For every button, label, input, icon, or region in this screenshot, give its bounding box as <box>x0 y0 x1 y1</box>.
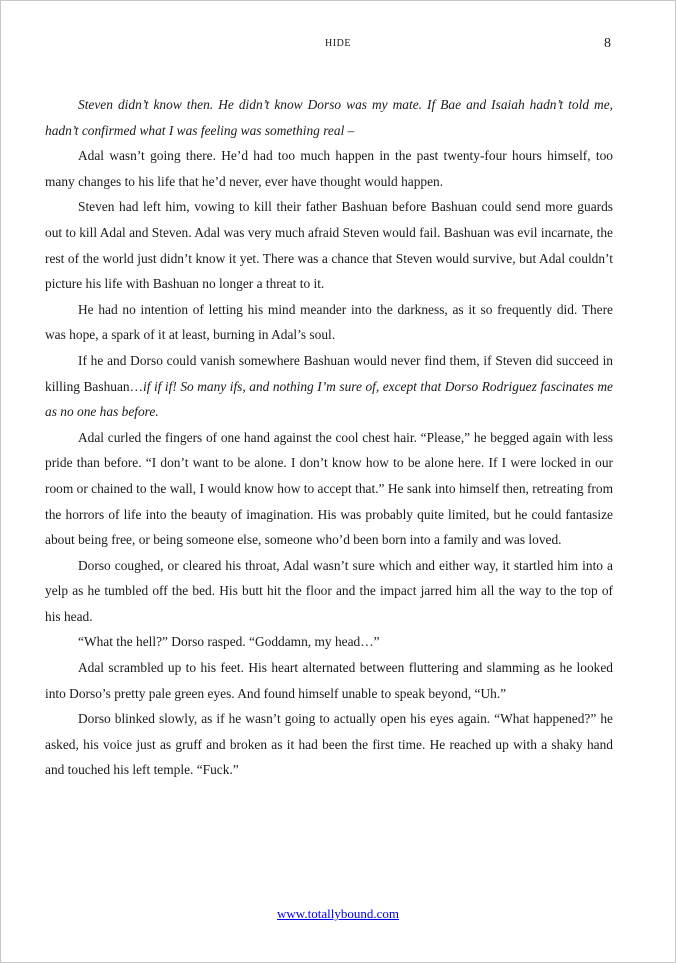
paragraph <box>45 143 613 194</box>
page-number: 8 <box>604 36 611 51</box>
paragraph <box>45 629 613 655</box>
paragraph-italic-text: if if if! So many ifs, and nothing I’m sure of, except that Dorso Rodriguez fascinates me as no one has before. <box>45 378 613 420</box>
paragraph-text: Adal wasn’t going there. He’d had too much happen in the past twenty-four hours himself, too many changes to his life that he’d never, ever have thought would happen. <box>45 148 613 189</box>
paragraph-text: Adal curled the fingers of one hand against the cool chest hair. “Please,” he begged again with less pride than before. “I don’t want to be alone. I don’t know how to be alone here. If I were locked in our room or chained to the wall, I would know how to accept that.” He sank into himself then, retreating from the horrors of life into the beauty of imagination. His was probably quite limited, but he could fantasize about being free, or being someone else, someone who’d been born into a family and was loved. <box>45 429 613 548</box>
paragraph-italic-text: Steven didn’t know then. He didn’t know Dorso was my mate. If Bae and Isaiah hadn’t told me, hadn’t confirmed what I was feeling was something real – <box>45 97 613 138</box>
publisher-website-link[interactable]: www.totallybound.com <box>277 906 399 921</box>
paragraph <box>45 706 613 783</box>
paragraph-text: Dorso coughed, or cleared his throat, Adal wasn’t sure which and either way, it startled him into a yelp as he tumbled off the bed. His butt hit the floor and the impact jarred him all the way to the top of his head. <box>45 557 613 624</box>
paragraph-text: Adal scrambled up to his feet. His heart alternated between fluttering and slamming as he looked into Dorso’s pretty pale green eyes. And found himself unable to speak beyond, “Uh.” <box>45 660 613 701</box>
paragraph <box>45 425 613 553</box>
paragraph-text: He had no intention of letting his mind meander into the darkness, as it so frequently did. There was hope, a spark of it at least, burning in Adal’s soul. <box>45 301 613 343</box>
paragraph <box>45 348 613 425</box>
paragraph <box>45 92 613 143</box>
paragraph-text: If he and Dorso could vanish somewhere Bashuan would never find them, if Steven did succeed in killing Bashuan… <box>45 352 613 394</box>
running-header-title: HIDE <box>325 38 351 49</box>
paragraph <box>45 553 613 630</box>
paragraph <box>45 655 613 706</box>
paragraph-text: Dorso blinked slowly, as if he wasn’t going to actually open his eyes again. “What happened?” he asked, his voice just as gruff and broken as it had been the first time. He reached up with a shaky hand and touched his left temple. “Fuck.” <box>45 711 613 778</box>
paragraph <box>45 297 613 348</box>
paragraph-text: Steven had left him, vowing to kill their father Bashuan before Bashuan could send more guards out to kill Adal and Steven. Adal was very much afraid Steven would fail. Bashuan was evil incarnate, the rest of the world just didn’t know it yet. There was a chance that Steven would survive, but Adal couldn’t picture his life with Bashuan no longer a threat to it. <box>45 199 613 292</box>
paragraph-text: “What the hell?” Dorso rasped. “Goddamn, my head…” <box>78 634 380 650</box>
body-text <box>45 92 613 783</box>
paragraph <box>45 194 613 296</box>
